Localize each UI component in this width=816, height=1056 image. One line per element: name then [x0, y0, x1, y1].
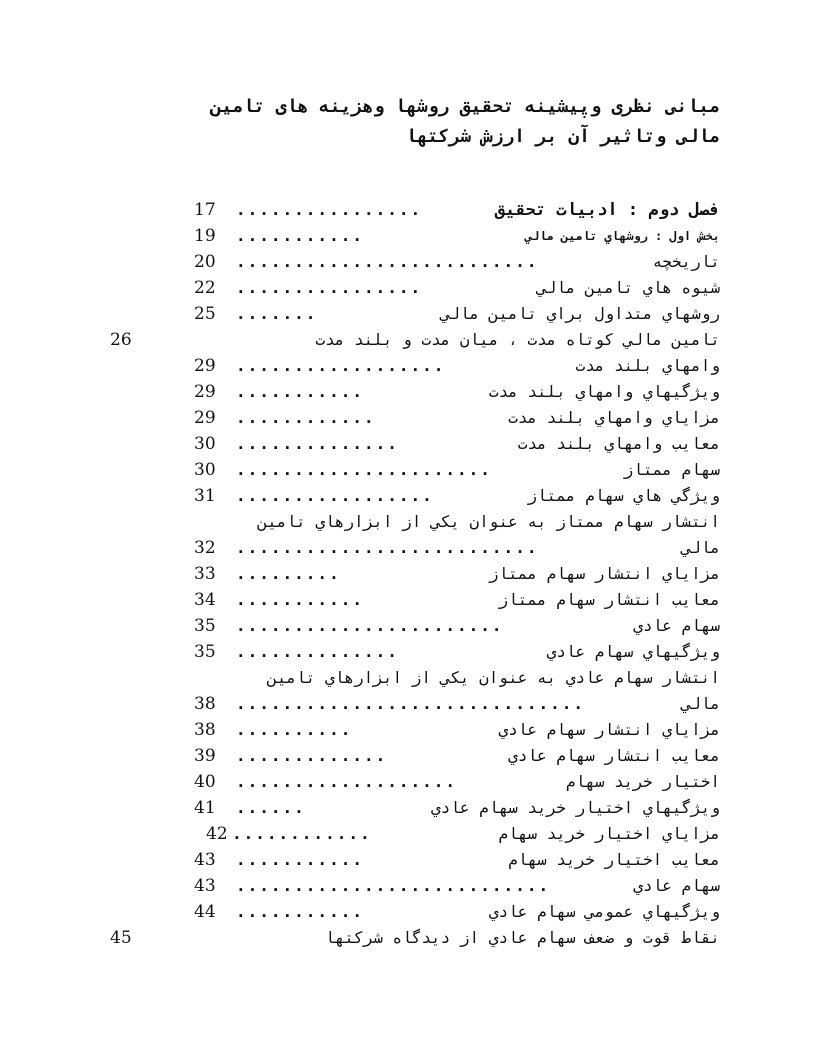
- toc-entry-title: نقاط قوت و ضعف سهام عادي از ديدگاه شركتها: [325, 928, 720, 947]
- toc-entry-title: معايب انتشار سهام ممتاز: [498, 590, 720, 609]
- toc-page-number: 20: [194, 252, 216, 272]
- toc-page-number: 29: [194, 408, 216, 428]
- toc-entry-title: وامهاي بلند مدت: [575, 356, 720, 375]
- toc-entry-title: مزاياي وامهاي بلند مدت: [508, 408, 720, 427]
- toc-page-number: 30: [194, 460, 216, 480]
- toc-entry-title: سهام عادي: [633, 616, 720, 635]
- toc-entry: [0, 431, 816, 457]
- toc-entry: [0, 223, 816, 249]
- toc-leader-dots: ................: [236, 200, 423, 219]
- toc-entry-title: ويژگي هاي سهام ممتاز: [527, 486, 720, 505]
- toc-leader-dots: ...........: [236, 226, 364, 245]
- toc-page-number: 42: [206, 824, 228, 844]
- toc-entry-title: ويژگيهاي اختيار خريد سهام عادي: [431, 798, 720, 817]
- toc-entry-title: شيوه هاي تامين مالي: [536, 278, 720, 297]
- title-line-1: مبانی نظری وپیشینه تحقیق روشها وهزینه های تامین: [210, 96, 720, 117]
- toc-leader-dots: ..........................: [236, 538, 539, 557]
- toc-entry-title: معايب انتشار سهام عادي: [508, 746, 720, 765]
- toc-entry-title: مزاياي انتشار سهام ممتاز: [488, 564, 720, 583]
- toc-page-number: 33: [194, 564, 216, 584]
- toc-entry: [0, 327, 816, 353]
- toc-entry: [0, 847, 816, 873]
- toc-leader-dots: .................: [236, 486, 434, 505]
- toc-leader-dots: ...........: [236, 850, 364, 869]
- toc-page-number: 19: [194, 226, 216, 246]
- toc-entry: [0, 899, 816, 925]
- toc-entry: [0, 353, 816, 379]
- toc-entry: [0, 509, 816, 535]
- toc-page-number: 35: [194, 642, 216, 662]
- toc-leader-dots: ...........: [236, 382, 364, 401]
- toc-page-number: 45: [110, 928, 132, 948]
- toc-entry-title: تامين مالي كوتاه مدت ، ميان مدت و بلند مدت: [315, 330, 720, 349]
- toc-leader-dots: ..........: [236, 720, 353, 739]
- toc-entry: [0, 197, 816, 223]
- toc-leader-dots: ..............: [236, 642, 399, 661]
- toc-entry: [0, 405, 816, 431]
- toc-entry-title: روشهاي متداول براي تامين مالي: [440, 304, 720, 323]
- toc-page-number: 44: [194, 902, 216, 922]
- toc-entry: [0, 691, 816, 717]
- toc-leader-dots: ................: [236, 278, 423, 297]
- toc-leader-dots: ............: [236, 408, 376, 427]
- toc-entry-title: انتشار سهام ممتاز به عنوان يكي از ابزارهاي تامين: [257, 512, 720, 531]
- toc-leader-dots: ..................: [236, 356, 446, 375]
- toc-leader-dots: .......................: [236, 616, 504, 635]
- toc-page-number: 17: [194, 200, 216, 220]
- toc-entry: [0, 301, 816, 327]
- toc-page-number: 41: [194, 798, 216, 818]
- toc-entry-title: معايب اختيار خريد سهام: [508, 850, 720, 869]
- toc-page-number: 29: [194, 356, 216, 376]
- toc-entry: [0, 379, 816, 405]
- toc-page-number: 43: [194, 850, 216, 870]
- toc-leader-dots: ...........................: [236, 876, 551, 895]
- toc-page-number: 26: [110, 330, 132, 350]
- toc-page-number: 39: [194, 746, 216, 766]
- toc-entry: [0, 483, 816, 509]
- toc-page-number: 38: [194, 720, 216, 740]
- toc-leader-dots: ..............: [236, 434, 399, 453]
- toc-leader-dots: .............: [236, 746, 388, 765]
- toc-leader-dots: ...................: [236, 772, 458, 791]
- toc-entry-title: سهام ممتاز: [623, 460, 720, 479]
- toc-entry: [0, 457, 816, 483]
- toc-entry: [0, 717, 816, 743]
- toc-page-number: 22: [194, 278, 216, 298]
- toc-entry-title: معايب وامهاي بلند مدت: [517, 434, 720, 453]
- toc-entry-title: مزاياي اختيار خريد سهام: [498, 824, 720, 843]
- toc-entry-title: ويژگيهاي وامهاي بلند مدت: [488, 382, 720, 401]
- toc-page-number: 25: [194, 304, 216, 324]
- toc-leader-dots: ...........: [236, 902, 364, 921]
- toc-entry-title: مالي: [681, 538, 720, 557]
- toc-entry-title: بخش اول : روشهاي تامين مالي: [524, 229, 720, 243]
- toc-page-number: 30: [194, 434, 216, 454]
- toc-entry: [0, 561, 816, 587]
- toc-page-number: 29: [194, 382, 216, 402]
- toc-entry: [0, 769, 816, 795]
- toc-leader-dots: ...........: [236, 590, 364, 609]
- toc-entry-title: تاريخچه: [652, 252, 720, 271]
- toc-entry: [0, 821, 816, 847]
- toc-entry-title: اختيار خريد سهام: [565, 772, 720, 791]
- toc-leader-dots: ............: [232, 824, 372, 843]
- toc-entry-title: مالي: [681, 694, 720, 713]
- toc-page-number: 34: [194, 590, 216, 610]
- toc-entry: [0, 743, 816, 769]
- toc-entry-title: انتشار سهام عادي به عنوان يكي از ابزارهاي تامين: [267, 668, 720, 687]
- toc-leader-dots: ..............................: [236, 694, 585, 713]
- toc-entry: [0, 613, 816, 639]
- toc-entry: [0, 639, 816, 665]
- toc-entry: [0, 665, 816, 691]
- toc-entry: [0, 873, 816, 899]
- toc-entry: [0, 587, 816, 613]
- toc-entry-title: سهام عادي: [633, 876, 720, 895]
- toc-leader-dots: ......................: [236, 460, 492, 479]
- toc-entry-title: مزاياي انتشار سهام عادي: [498, 720, 720, 739]
- toc-leader-dots: .......: [236, 304, 318, 323]
- toc-page-number: 38: [194, 694, 216, 714]
- toc-entry: [0, 249, 816, 275]
- title-line-2: مالی وتاثیر آن بر ارزش شرکتها: [405, 126, 720, 147]
- toc-entry-title: ويژگيهاي سهام عادي: [546, 642, 720, 661]
- toc-page-number: 32: [194, 538, 216, 558]
- toc-page-number: 40: [194, 772, 216, 792]
- toc-page-number: 43: [194, 876, 216, 896]
- toc-page-number: 31: [194, 486, 216, 506]
- toc-leader-dots: .........: [236, 564, 341, 583]
- toc-entry: [0, 795, 816, 821]
- toc-entry: [0, 275, 816, 301]
- toc-entry: [0, 535, 816, 561]
- toc-entry: [0, 925, 816, 951]
- toc-page-number: 35: [194, 616, 216, 636]
- toc-leader-dots: ......: [236, 798, 306, 817]
- toc-entry-title: فصل دوم : ادبيات تحقيق: [494, 200, 720, 220]
- toc-leader-dots: ..........................: [236, 252, 539, 271]
- toc-entry-title: ويژگيهاي عمومي سهام عادي: [488, 902, 720, 921]
